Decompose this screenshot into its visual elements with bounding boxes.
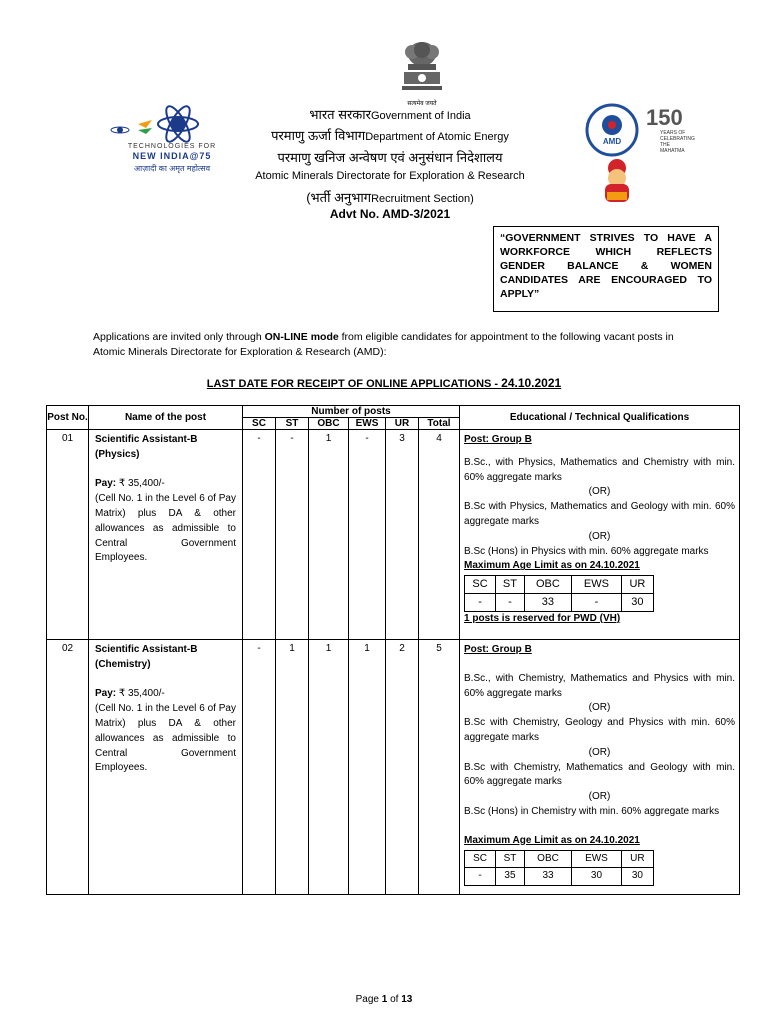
st-cell: - — [276, 430, 309, 640]
header-line5-hindi: (भर्ती अनुभाग — [306, 190, 372, 205]
post-title: Scientific Assistant-B — [95, 644, 198, 655]
pay-label: Pay: — [95, 688, 117, 700]
post-subject: (Physics) — [95, 448, 140, 460]
sc-cell: - — [243, 640, 276, 895]
age-limit-title: Maximum Age Limit as on 24.10.2021 — [464, 834, 640, 846]
footer-of-label: of — [387, 994, 402, 1005]
age-value: - — [465, 593, 496, 611]
age-header: SC — [465, 576, 496, 594]
qualification-item: B.Sc with Chemistry, Mathematics and Geology with min. 60% aggregate marks — [464, 761, 736, 788]
header-line4: Atomic Minerals Directorate for Exploration & Research — [255, 170, 525, 182]
qualification-item: B.Sc (Hons) in Chemistry with min. 60% aggregate marks — [464, 805, 720, 817]
header-st: ST — [276, 418, 309, 430]
age-header: UR — [621, 576, 653, 594]
age-value: - — [465, 868, 496, 886]
last-date-label: LAST DATE FOR RECEIPT OF ONLINE APPLICATIONS - — [206, 378, 502, 390]
age-header: OBC — [524, 576, 571, 594]
years-label: YEARS OF CELEBRATING THE MAHATMA — [660, 130, 695, 154]
table-row — [47, 640, 740, 895]
post-name-cell — [89, 430, 243, 640]
header-ur: UR — [386, 418, 419, 430]
qualification-item: B.Sc with Physics, Mathematics and Geology with min. 60% aggregate marks — [464, 501, 736, 527]
header-line5 — [180, 188, 600, 206]
header-total: Total — [419, 418, 460, 430]
st-cell: 1 — [276, 640, 309, 895]
qualification-cell — [460, 430, 740, 640]
last-date-value: 24.10.2021 — [501, 376, 562, 390]
total-cell: 5 — [419, 640, 460, 895]
header-ews: EWS — [349, 418, 386, 430]
obc-cell: 1 — [309, 430, 349, 640]
post-no-cell: 02 — [47, 640, 89, 895]
pay-note: (Cell No. 1 in the Level 6 of Pay Matrix) plus DA & other allowances as admissible to Central Government Employees. — [95, 703, 236, 774]
qualification-cell — [460, 640, 740, 895]
beti-bachao-logo — [597, 158, 637, 206]
intro-part2: from eligible candidates for appointment to the following vacant posts in Atomic Minerals Directorate for Exploration & Research (AMD): — [93, 331, 674, 358]
logo-line3: आज़ादी का अमृत महोत्सव — [133, 164, 211, 173]
ur-cell: 2 — [386, 640, 419, 895]
qualification-item: B.Sc with Chemistry, Geology and Physics with min. 60% aggregate marks — [464, 717, 736, 743]
header-line1-hindi: भारत सरकार — [309, 107, 371, 122]
ews-cell: - — [349, 430, 386, 640]
logo-line2: NEW INDIA@75 — [132, 151, 212, 161]
header-post-no: Post No. — [47, 406, 89, 430]
age-header: EWS — [572, 850, 622, 868]
total-cell: 4 — [419, 430, 460, 640]
age-value: 33 — [524, 593, 571, 611]
header-line2-hindi: परमाणु ऊर्जा विभाग — [271, 128, 366, 143]
footer-page-num: 1 — [381, 994, 388, 1005]
post-name-cell — [89, 640, 243, 895]
qualification-item: B.Sc., with Chemistry, Mathematics and Physics with min. 60% aggregate marks — [464, 672, 736, 699]
age-header: ST — [496, 850, 525, 868]
page-footer — [0, 994, 768, 1005]
girl-icon — [597, 158, 637, 206]
table-row — [47, 430, 740, 640]
or-separator: (OR) — [588, 746, 611, 758]
age-value: 35 — [496, 868, 525, 886]
emblem-caption: सत्यमेव जयते — [407, 101, 437, 107]
age-header: OBC — [524, 850, 571, 868]
age-value: 33 — [524, 868, 571, 886]
age-header: ST — [496, 576, 525, 594]
table-header-row — [47, 406, 740, 418]
pay-value: ₹ 35,400/- — [116, 688, 165, 700]
age-header: UR — [621, 850, 653, 868]
gender-balance-quote: “GOVERNMENT STRIVES TO HAVE A WORKFORCE WHICH REFLECTS GENDER BALANCE & WOMEN CANDIDATES ARE ENCOURAGED TO APPLY” — [493, 226, 719, 312]
pay-value: ₹ 35,400/- — [116, 478, 165, 490]
age-limit-table — [464, 575, 654, 612]
age-value: - — [572, 593, 622, 611]
last-date-line — [0, 376, 768, 390]
intro-part1: Applications are invited only through — [93, 331, 265, 343]
qualification-item: B.Sc., with Physics, Mathematics and Chemistry with min. 60% aggregate marks — [464, 456, 736, 483]
header-name: Name of the post — [89, 406, 243, 430]
or-separator: (OR) — [588, 702, 611, 714]
footer-page-label: Page — [355, 994, 382, 1005]
post-title: Scientific Assistant-B — [95, 434, 198, 445]
national-emblem — [392, 38, 452, 106]
header-line1 — [180, 105, 600, 123]
header-obc: OBC — [309, 418, 349, 430]
years-number: 150 — [646, 105, 683, 130]
intro-bold: ON-LINE mode — [264, 331, 339, 343]
age-header: EWS — [572, 576, 622, 594]
age-header: SC — [465, 850, 496, 868]
age-value: 30 — [621, 593, 653, 611]
group-label: Post: Group B — [464, 434, 532, 445]
header-sc: SC — [243, 418, 276, 430]
logo-line1: TECHNOLOGIES FOR — [127, 143, 217, 150]
age-limit-table — [464, 850, 654, 887]
age-value: - — [496, 593, 525, 611]
obc-cell: 1 — [309, 640, 349, 895]
posts-table — [46, 405, 740, 895]
age-value: 30 — [572, 868, 622, 886]
header-qualifications: Educational / Technical Qualifications — [460, 406, 740, 430]
header-line5-english: Recruitment Section) — [371, 193, 474, 205]
intro-paragraph — [93, 330, 693, 360]
group-label: Post: Group B — [464, 644, 532, 655]
pay-label: Pay: — [95, 478, 117, 490]
lion-capital-icon — [392, 38, 452, 98]
header-line2 — [180, 126, 600, 144]
amd-label: AMD — [602, 137, 622, 146]
advt-number: Advt No. AMD-3/2021 — [329, 207, 451, 221]
or-separator: (OR) — [588, 791, 611, 803]
or-separator: (OR) — [588, 486, 611, 498]
qualification-item: B.Sc (Hons) in Physics with min. 60% aggregate marks — [464, 545, 709, 557]
header-line3: परमाणु खनिज अन्वेषण एवं अनुसंधान निदेशालय — [277, 150, 503, 165]
ur-cell: 3 — [386, 430, 419, 640]
or-separator: (OR) — [588, 530, 611, 542]
gandhi-150-logo — [646, 106, 696, 156]
header-number-of-posts: Number of posts — [243, 406, 460, 418]
pay-note: (Cell No. 1 in the Level 6 of Pay Matrix) plus DA & other allowances as admissible to Central Government Employees. — [95, 493, 236, 564]
age-limit-title: Maximum Age Limit as on 24.10.2021 — [464, 560, 640, 572]
header-line1-english: Government of India — [370, 110, 471, 122]
ews-cell: 1 — [349, 640, 386, 895]
footer-total-pages: 13 — [401, 994, 413, 1005]
reserved-note: 1 posts is reserved for PWD (VH) — [464, 612, 621, 624]
header-line2-english: Department of Atomic Energy — [365, 131, 509, 143]
sc-cell: - — [243, 430, 276, 640]
post-subject: (Chemistry) — [95, 658, 151, 670]
age-value: 30 — [621, 868, 653, 886]
post-no-cell: 01 — [47, 430, 89, 640]
